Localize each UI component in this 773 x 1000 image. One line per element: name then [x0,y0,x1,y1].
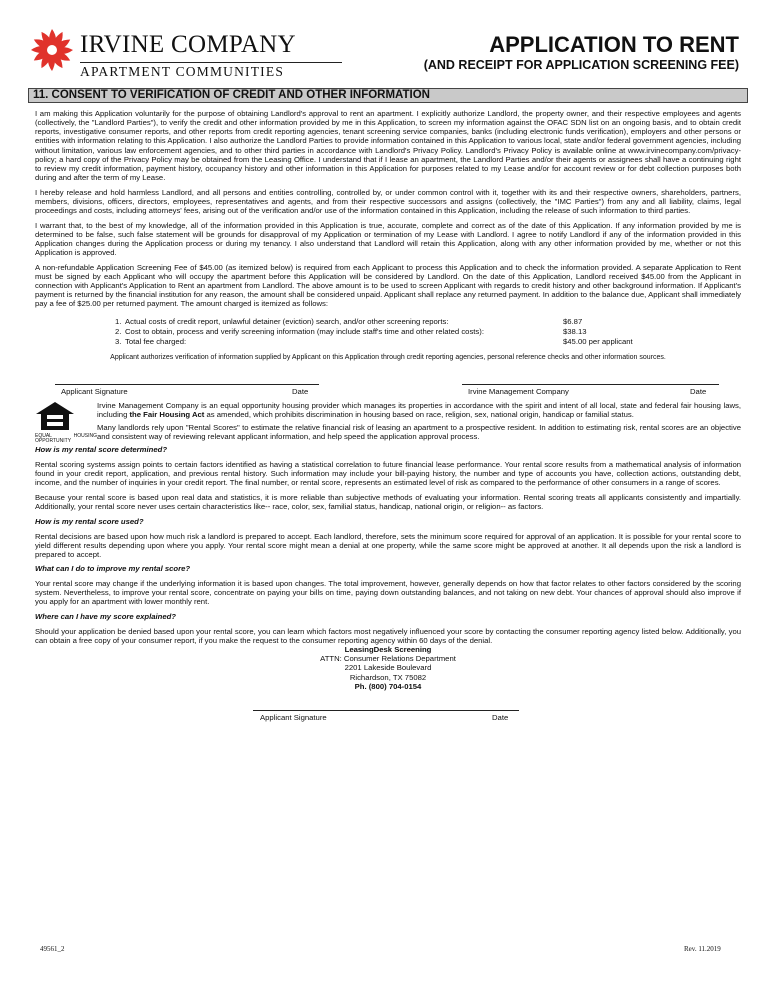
agency-phone: Ph. (800) 704-0154 [354,681,422,691]
fee-number: 3. [115,336,122,346]
brand-name: IRVINE COMPANY [80,31,296,58]
revision-date: Rev. 11.2019 [684,945,721,953]
fee-itemization [115,317,675,347]
agency-street: 2201 Lakeside Boulevard [344,663,432,673]
fee-number: 2. [115,326,122,336]
fee-description: Actual costs of credit report, unlawful detainer (eviction) search, and/or other screening reports: [125,316,449,326]
faq-question: What can I do to improve my rental score? [35,564,191,574]
faq-answer: Should your application be denied based upon your rental score, you can learn which factors most negatively influenced your score by contacting the consumer reporting agency listed below. Additionally, you can obtain a free copy of your consumer report, if you make the request to the consumer reporting agency within 60 days of the denial. [35,626,741,645]
faq-question: How is my rental score used? [35,516,144,526]
fee-row [115,337,675,347]
date-label: Date [690,386,707,396]
applicant-signature-line[interactable] [253,710,519,711]
page-header [0,0,773,88]
document-body [35,109,741,721]
faq-answer: Rental scoring systems assign points to certain factors identified as having a statistical correlation to future financial lease performance. Your rental score results from a mathematical analysis of information found in your credit report, application, and previous rental history. Such information may include your bill-paying history, the number and type of accounts you have, collection actions, outstanding debt, income, and the number of inquiries in your credit report. The final number, or rental score, represents an estimated level of risk as compared to the performance of other consumers in a range of scores. [35,460,741,488]
faq-question: Where can I have my score explained? [35,612,176,622]
agency-attn: ATTN: Consumer Relations Department [320,654,456,664]
fair-housing-paragraph [97,401,741,419]
equal-housing-icon [35,401,75,431]
agency-address [35,645,741,691]
warranty-paragraph: I warrant that, to the best of my knowledge, all of the information provided in this Application is true, accurate, complete and correct as of the date of this Application. If any information provided by me is determined to be false, such false statement will be grounds for disapproval of my Application or termination of my Lease with Landlord. I agree to notify Landlord if any of the information provided in this Application changes during the Application process or during my tenancy. I also understand that Landlord will retain this Application, along with any other information provided by me, whether or not this Application is approved. [35,220,741,258]
agency-name: LeasingDesk Screening [344,645,432,655]
signature-row [35,691,741,721]
document-title: APPLICATION TO RENT [489,32,739,57]
agency-city: Richardson, TX 75082 [349,672,427,682]
fee-amount: $38.13 [563,326,587,336]
management-label: Irvine Management Company [468,386,569,396]
fee-row [115,327,675,337]
consent-paragraph: I am making this Application voluntarily for the purpose of obtaining Landlord's approval to rent an apartment. I explicitly authorize Landlord, the property owner, and their respective employees and agents (collectively, the "Landlord Parties"), to verify the credit and other information provided by me in this Application, to screen my information against the OFAC SDN list on an ongoing basis, and to obtain credit reports, investigative consumer reports, and other reports from credit reporting agencies, tenant screening service companies, banks (including electronic funds verification), employers and other persons or entities with information relating to this Application. I also authorize the Landlord Parties to provide information contained in this Application to various local, state and/or federal government agencies, including without limitation, various law enforcement agencies, and to other third parties in accordance with Landlord's Privacy Policy. Landlord's Privacy Policy is available online at www.irvinecompany.com/privacy-policy; a hard copy of the Privacy Policy may be obtained from the Leasing Office. I understand that if I lease an apartment, the Landlord Parties and/or their agents or assignees shall have a continuing right to review my credit information, payment history, occupancy history and other information in this Application for purposes related to my Lease and/or for account review or for debt collection purposes both during and after the term of my Lease. [35,109,741,183]
fair-housing-text: as amended, which prohibits discrimination in housing based on race, religion, sex, national origin, handicap or familial status. [204,409,634,419]
fee-description: Cost to obtain, process and verify screening information (may include staff's time and other related costs): [125,326,484,336]
rental-scores-paragraph: Many landlords rely upon "Rental Scores" to estimate the relative financial risk of leasing an apartment to a prospective resident. In addition to estimating risk, rental scores are an objective and consistent way of reviewing relevant applicant information, and help speed the application approval process. [97,423,741,442]
fee-amount: $45.00 per applicant [563,336,633,346]
release-paragraph: I hereby release and hold harmless Landlord, and all persons and entities controlling, controlled by, or under common control with it, together with its and their respective owners, shareholders, partners, members, divisions, officers, directors, employees, representatives and agents, and from their respective successors and assigns (collectively, the "IMC Parties") from any and all liability, claims, legal proceedings and costs, including attorneys' fees, arising out of the verification and/or use of the information contained in this Application, including the release of such information to third parties. [35,187,741,216]
brand-subtitle: APARTMENT COMMUNITIES [80,64,285,79]
signature-row [35,362,741,396]
equal-housing-logo [35,401,97,446]
applicant-signature-label: Applicant Signature [260,713,327,723]
faq-answer: Rental decisions are based upon how much risk a landlord is prepared to accept. Each landlord, therefore, sets the minimum score required for approval of an application. It is possible for your rental score to yield different results depending upon where you apply. Your rental score might mean a denial at one property, while the same score might be approved at another. It all depends upon the risk a landlord is prepared to accept. [35,531,741,559]
date-label: Date [492,713,509,723]
sunburst-logo-icon [30,28,74,72]
section-heading: 11. CONSENT TO VERIFICATION OF CREDIT AND OTHER INFORMATION [28,88,748,103]
fee-description: Total fee charged: [125,336,187,346]
fee-amount: $6.87 [563,316,583,326]
date-label: Date [292,386,309,396]
document-subtitle: (AND RECEIPT FOR APPLICATION SCREENING FEE) [423,58,739,72]
equal-housing-section [35,401,741,446]
fee-row [115,317,675,327]
fee-number: 1. [115,316,122,326]
faq-answer: Your rental score may change if the underlying information it is based upon changes. The total improvement, however, generally depends on how that factor relates to other factors considered by the scoring system. Nevertheless, to improve your rental score, concentrate on paying your bills on time, paying down outstanding balances, and not taking on new debt. Your chances of approval should also improve if you apply for an apartment with lower monthly rent. [35,579,741,607]
applicant-signature-label: Applicant Signature [61,386,128,396]
fee-paragraph: A non-refundable Application Screening Fee of $45.00 (as itemized below) is required from each Applicant to process this Application and to check the information provided. A separate Application to Rent must be signed by each Applicant who will occupy the apartment before this Application will be considered by Landlord. On the date of this Application, Landlord received $45.00 from the Applicant in connection with Applicant's Application to Rent an apartment from Landlord. The above amount is to be used to screen Applicant with regards to credit history and other background information. If Applicant's payment is returned by the financial institution for any reason, the amount shall be considered unpaid. Applicant shall replace any returned payment. In addition to the balance due, Applicant shall immediately pay a fee of $25.00 per returned payment. The amount charged is itemized as follows: [35,262,741,309]
fair-housing-text: Irvine Management Company is an equal opportunity housing provider which manages its properties in accordance with the spirit and intent of all local, state and federal fair housing laws, including [97,400,741,419]
faq-question: How is my rental score determined? [35,445,168,455]
applicant-signature-line[interactable] [55,384,319,385]
authorization-note: Applicant authorizes verification of information supplied by Applicant on this Application through credit reporting agencies, personal reference checks and other information sources. [110,353,666,361]
brand-divider [80,62,342,63]
fair-housing-act: the Fair Housing Act [129,409,205,419]
management-signature-line[interactable] [462,384,719,385]
equal-housing-caption: EQUAL HOUSING OPPORTUNITY [35,432,97,445]
faq-answer: Because your rental score is based upon real data and statistics, it is more reliable than subjective methods of evaluating your information. Rental scoring treats all applicants consistently and impartially. Additionally, your rental score never uses certain characteristics like-- race, color, sex, familial status, handicap, national origin, or religion-- as factors. [35,493,741,512]
equal-housing-text [97,401,741,446]
form-number: 49561_2 [40,945,65,953]
